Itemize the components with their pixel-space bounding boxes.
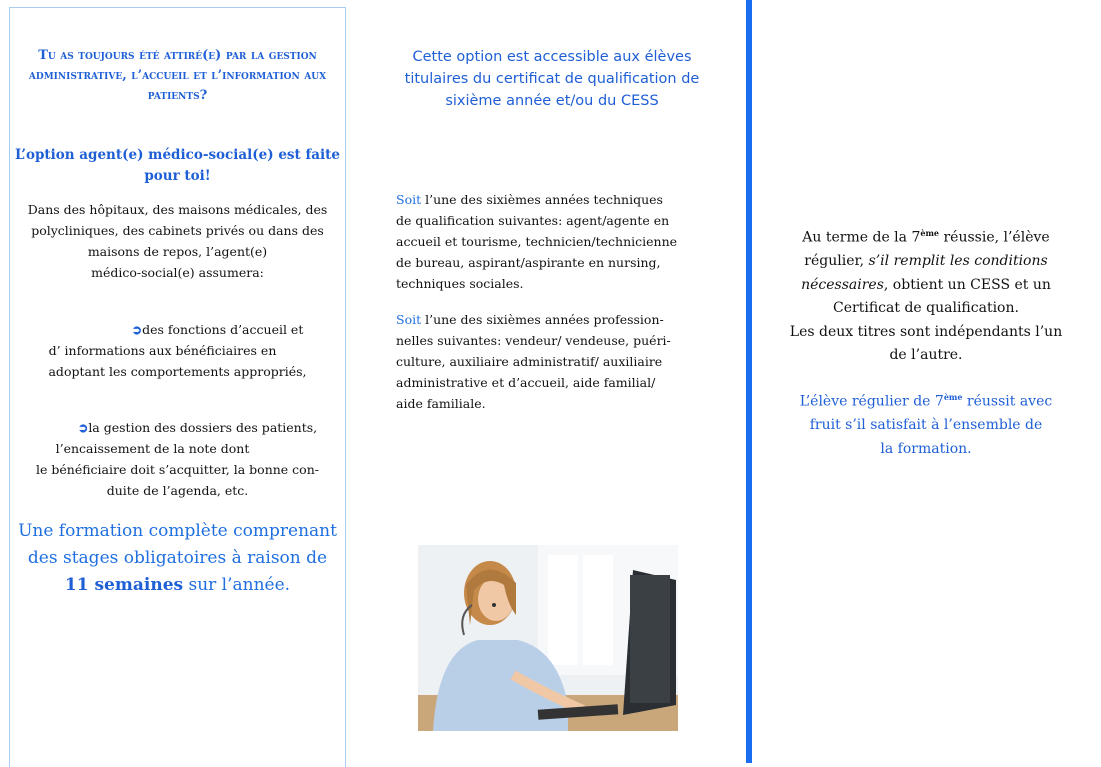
bullet-records-line-2: l’encaissement de la note dont [55,441,250,456]
bullet-records-text-1: la gestion des dossiers des patients, [88,420,318,435]
access-title-line-2: titulaires du certificat de qualification de [404,71,700,87]
technical-text-1: l’une des sixièmes années techniques [421,192,663,207]
success-text-b: réussit avec [962,393,1053,410]
option-subtitle-line-1: L’option agent(e) médico-social(e) est faite [15,147,340,163]
cess-text-d: , obtient un CESS et un [883,276,1051,293]
professional-years-paragraph [396,309,712,414]
formation-weeks: 11 semaines [64,575,184,595]
technical-line-2: de qualification suivantes: agent/agente en [396,213,670,228]
bullet-records-line-3: le bénéficiaire doit s’acquitter, la bonne con- [36,462,319,477]
technical-years-paragraph [396,189,712,294]
workplaces-paragraph [10,199,345,283]
arrow-bullet-icon: ➲ [77,420,89,435]
access-title-line-1: Cette option est accessible aux élèves [412,49,692,65]
column-divider-bar [746,0,752,763]
bullet-reception-text-1: des fonctions d’accueil et [142,322,304,337]
formation-line-2: des stages obligatoires à raison de [27,548,328,568]
success-text-a: L’élève régulier de 7 [799,393,944,410]
formation-tail: sur l’année. [183,575,291,595]
formation-line-1: Une formation complète comprenant [18,521,337,541]
professional-line-1 [396,309,712,330]
receptionist-photo [418,545,678,731]
technical-line-1 [396,189,712,210]
bullet-records-line-4: duite de l’agenda, etc. [106,483,249,498]
access-title [392,46,712,112]
technical-line-4: de bureau, aspirant/aspirante en nursing, [396,255,661,270]
soit-label: Soit [396,192,422,207]
professional-line-3: culture, auxiliaire administratif/ auxiliaire [396,354,663,369]
workplaces-line-2: polycliniques, des cabinets privés ou dans des [31,223,324,238]
right-panel [776,0,1076,763]
access-title-line-3: sixième année et/ou du CESS [445,93,659,109]
workplaces-line-4: médico-social(e) assumera: [91,265,264,280]
cess-text-c: régulier, [804,253,869,270]
cess-italic-necessary: nécessaires [801,276,884,293]
bullet-reception-line-3: adoptant les comportements appropriés, [48,364,307,379]
cess-line-1 [776,222,1076,250]
workplaces-line-3: maisons de repos, l’agent(e) [87,244,268,259]
bullet-records [10,417,345,501]
cess-line-6: de l’autre. [889,347,963,364]
professional-line-4: administrative et d’accueil, aide familial/ [396,375,656,390]
arrow-bullet-icon: ➲ [131,322,143,337]
cess-line-5: Les deux titres sont indépendants l’un [789,323,1063,340]
technical-line-5: techniques sociales. [396,276,524,291]
success-line-2: fruit s’il satisfait à l’ensemble de [809,417,1043,434]
option-subtitle-line-2: pour toi! [144,168,211,184]
cess-line-2 [776,250,1076,274]
success-line-3: la formation. [880,440,972,457]
cess-italic-conditions: s’il remplit les conditions [868,253,1048,270]
option-subtitle [10,145,345,187]
cess-text-a: Au terme de la 7 [802,229,921,246]
cess-line-4: Certificat de qualification. [833,300,1019,317]
receptionist-illustration [418,545,678,731]
technical-line-3: accueil et tourisme, technicien/technicienne [396,234,678,249]
bullet-records-line-1 [10,417,345,438]
formation-highlight [10,518,345,599]
professional-text-1: l’une des sixièmes années profession- [421,312,664,327]
cess-line-3 [776,274,1076,298]
bullet-reception-line-2: d’ informations aux bénéficiaires en [48,343,277,358]
cess-paragraph [776,222,1076,368]
cess-text-b: réussie, l’élève [939,229,1050,246]
bullet-reception-line-1 [10,319,345,340]
workplaces-line-1: Dans des hôpitaux, des maisons médicales, des [27,202,328,217]
professional-line-5: aide familiale. [396,396,486,411]
bullet-reception [10,319,345,382]
superscript-eme: ème [943,392,963,402]
soit-label: Soit [396,312,422,327]
success-paragraph [776,386,1076,461]
professional-line-2: nelles suivantes: vendeur/ vendeuse, puéri- [396,333,671,348]
left-panel-title: Tu as toujours été attiré(e) par la gestion administrative, l’accueil et l’information aux patients? [28,48,327,103]
success-line-1 [776,386,1076,414]
formation-line-3 [10,572,345,599]
left-panel [9,7,346,767]
superscript-eme: ème [920,228,940,238]
